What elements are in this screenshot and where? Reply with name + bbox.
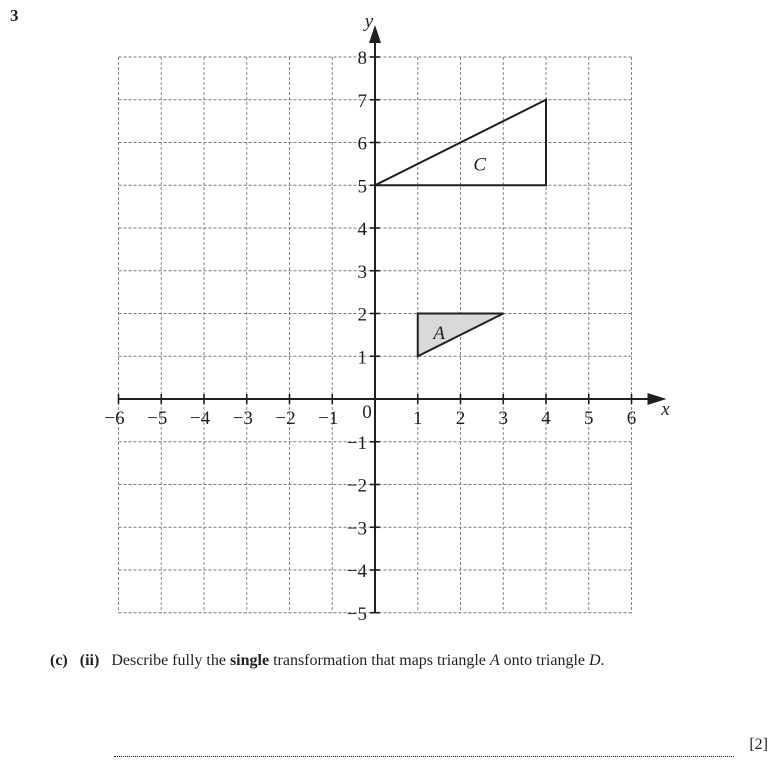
- x-tick-label: 3: [498, 408, 508, 429]
- y-tick-label: 3: [357, 261, 367, 283]
- axes: [119, 25, 667, 613]
- triangle-a-ref: A: [489, 652, 500, 669]
- y-tick-label: 2: [357, 304, 367, 326]
- y-tick-label: −2: [346, 475, 367, 497]
- answer-field[interactable]: [114, 736, 734, 757]
- answer-row: [114, 736, 768, 756]
- question-number: 3: [10, 6, 19, 25]
- triangle-c-label: C: [473, 154, 487, 176]
- x-tick-label: −5: [147, 408, 168, 429]
- x-tick-label: −6: [104, 408, 125, 429]
- triangle-a-label: A: [433, 323, 445, 345]
- x-tick-label: −4: [189, 408, 211, 429]
- y-tick-label: 7: [357, 90, 367, 112]
- question-emphasis: single: [229, 652, 270, 669]
- y-tick-label: −4: [346, 561, 367, 582]
- y-tick-label: −3: [346, 518, 367, 540]
- triangle-d-ref: D: [588, 652, 601, 669]
- x-tick-label: −1: [318, 408, 339, 429]
- y-tick-label: 5: [357, 176, 367, 198]
- question-text-middle: transformation that maps triangle: [273, 652, 486, 669]
- y-tick-label: 6: [357, 133, 367, 155]
- question-text-before: Describe fully the: [111, 652, 226, 669]
- x-tick-label: 5: [584, 408, 594, 429]
- x-tick-label: 2: [455, 408, 466, 429]
- question-end: .: [600, 652, 605, 669]
- x-tick-label: 1: [413, 408, 423, 429]
- y-tick-label: −1: [346, 432, 367, 454]
- y-axis-label: y: [364, 11, 374, 32]
- x-tick-label: 4: [541, 408, 551, 429]
- y-tick-label: 4: [357, 219, 367, 240]
- axis-labels: [104, 11, 670, 625]
- question-text-onto: onto triangle: [503, 652, 585, 669]
- x-axis-label: x: [661, 399, 670, 420]
- x-tick-label: −3: [232, 408, 253, 429]
- origin-label: 0: [362, 402, 372, 423]
- y-tick-label: −5: [346, 603, 367, 625]
- question-text: [50, 652, 605, 670]
- y-tick-label: 1: [357, 347, 367, 369]
- y-tick-label: 8: [357, 48, 367, 69]
- x-tick-label: −2: [275, 408, 296, 429]
- x-tick-label: 6: [626, 408, 637, 429]
- marks-label: [2]: [749, 736, 768, 753]
- part-label: (c): [50, 652, 68, 669]
- subpart-label: (ii): [79, 652, 100, 669]
